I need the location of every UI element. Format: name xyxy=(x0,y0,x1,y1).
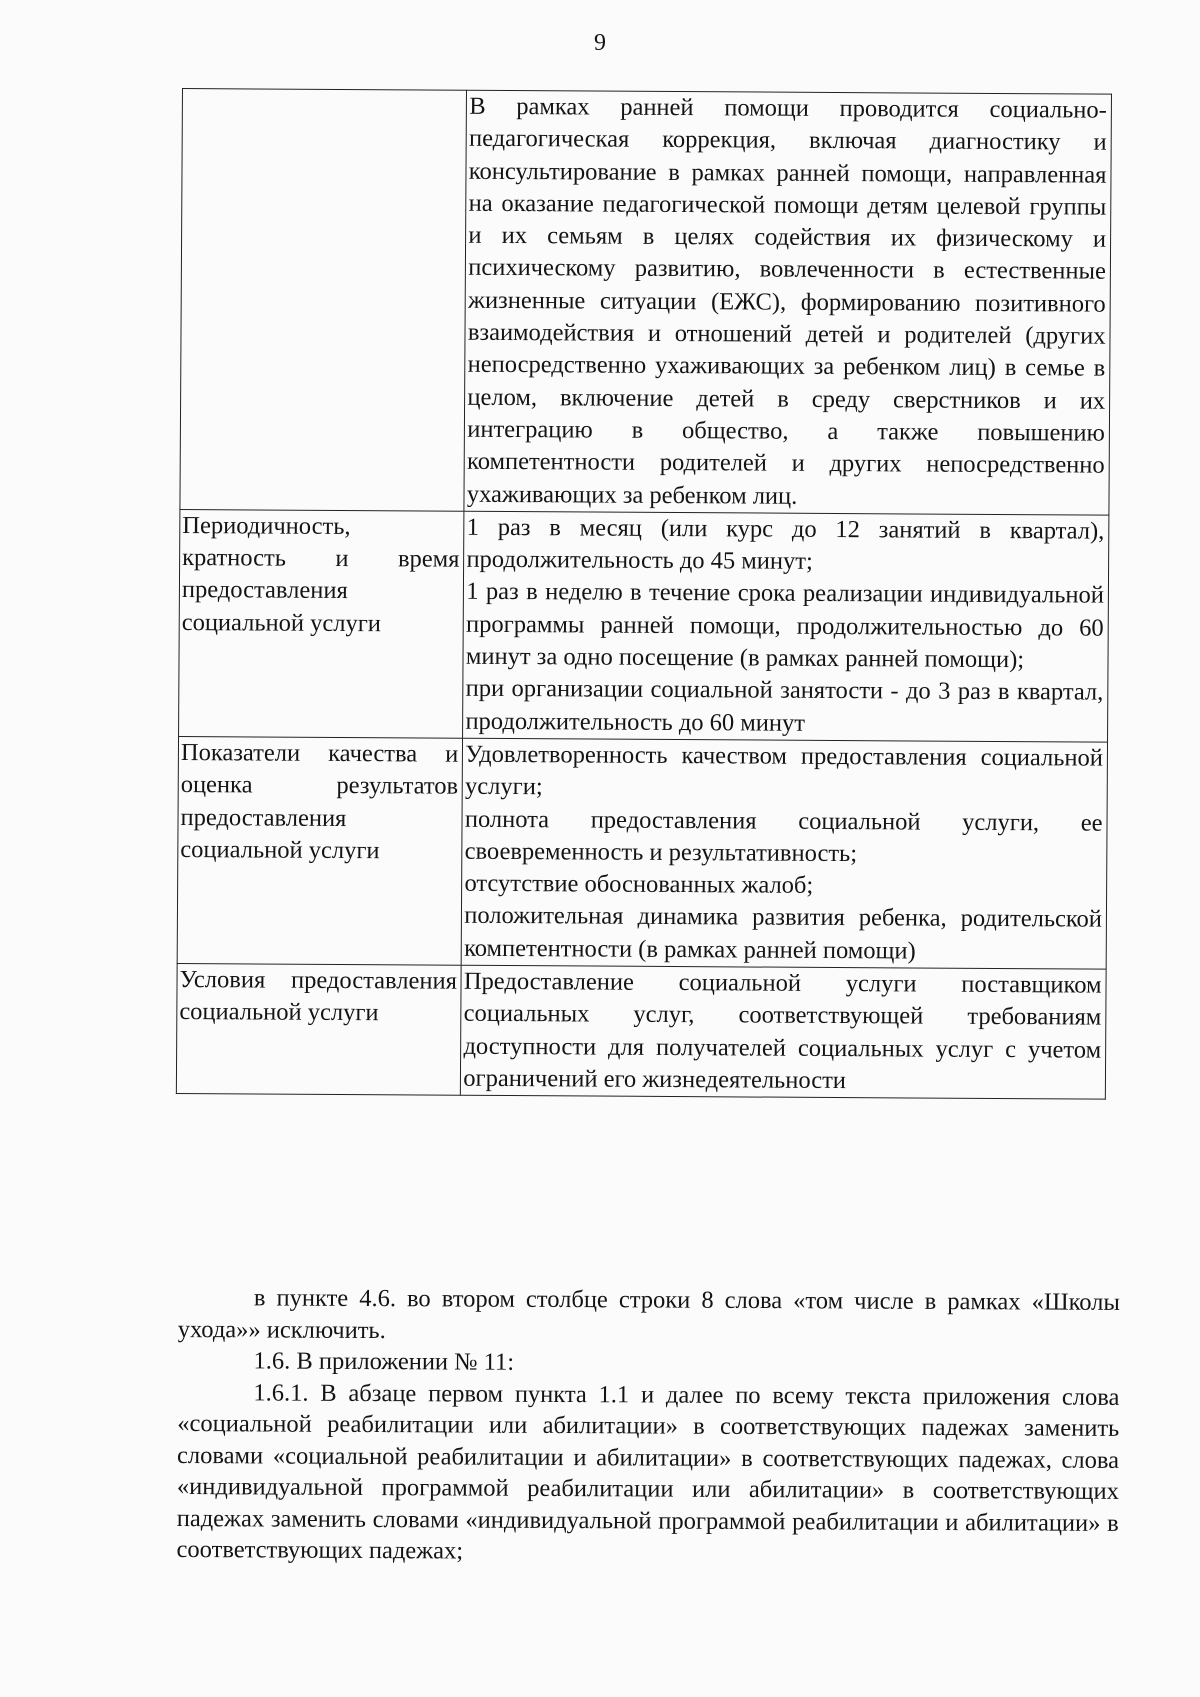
row-label-cell xyxy=(180,89,467,512)
page-number: 9 xyxy=(594,30,606,56)
row-content-cell xyxy=(464,90,1111,515)
amendment-paragraph: 1.6.1. В абзаце первом пункта 1.1 и далее по всему текста приложения слова «социальной реабилитации или абилитации» в соответствующих падежах заменить словами «социальной реабилитации и абилитации» в соответствующих падежах, слова «индивидуальной программой реабилитации или абилитации» в соответствующих падежах заменить словами «индивидуальной программой реабилитации и абилитации» в соответствующих падежах; xyxy=(176,1378,1120,1565)
service-description-table xyxy=(176,88,1112,1100)
table-row xyxy=(177,736,1107,969)
content-paragraph: Предоставление социальной услуги поставщиком социальных услуг, соответствующей требованиям доступности для получателей социальных услуг с учетом ограничений его жизнедеятельности xyxy=(463,967,1102,1094)
content-paragraph: Удовлетворенность качеством предоставления социальной услуги; xyxy=(465,740,1104,801)
row-label-cell: Периодичность, кратность и время предоставления социальной услуги xyxy=(179,509,465,738)
section-heading: 1.6. В приложении № 11: xyxy=(253,1347,515,1376)
row-content-cell xyxy=(463,511,1109,742)
table-row xyxy=(176,964,1106,1100)
content-paragraph: отсутствие обоснованных жалоб; xyxy=(464,869,814,899)
document-body-text xyxy=(177,1282,1120,1570)
content-paragraph: положительная динамика развития ребенка, родительской компетентности (в рамках ранней помощи) xyxy=(464,902,1103,965)
table-row xyxy=(179,509,1109,742)
row-content-cell xyxy=(461,965,1106,1099)
content-paragraph: 1 раз в месяц (или курс до 12 занятий в квартал), продолжительность до 45 минут; xyxy=(466,513,1105,576)
content-paragraph: 1 раз в неделю в течение срока реализации индивидуальной программы ранней помощи, продолжительностью до 60 минут за одно посещение (в рамках ранней помощи); xyxy=(465,578,1104,674)
content-paragraph: полнота предоставления социальной услуги, ее своевременность и результативность; xyxy=(464,805,1103,867)
amendment-paragraph: в пункте 4.6. во втором столбце строки 8 слова «том числе в рамках «Школы ухода»» исключить. xyxy=(177,1284,1120,1344)
row-content-cell xyxy=(462,738,1108,969)
service-table-wrapper xyxy=(176,88,1112,1100)
table-row xyxy=(180,89,1112,516)
row-label-cell: Показатели качества и оценка результатов предоставления социальной услуги xyxy=(177,736,463,965)
content-paragraph: при организации социальной занятости - до 3 раз в квартал, продолжительность до 60 минут xyxy=(465,675,1104,737)
content-paragraph: В рамках ранней помощи проводится социально-педагогическая коррекция, включая диагностику и консультирование в рамках ранней помощи, направленная на оказание педагогической помощи детям целевой группы и их семьям в целях содействия их физическому и психическому развитию, вовлеченности в естественные жизненные ситуации (ЕЖС), формированию позитивного взаимодействия и отношений детей и родителей (других непосредственно ухаживающих за ребенком лиц) в семье в целом, включение детей в среду сверстников и их интеграцию в общество, а также повышению компетентности родителей и других непосредственно ухаживающих за ребенком лиц. xyxy=(466,92,1107,510)
row-label-cell: Условия предоставления социальной услуги xyxy=(176,964,461,1096)
